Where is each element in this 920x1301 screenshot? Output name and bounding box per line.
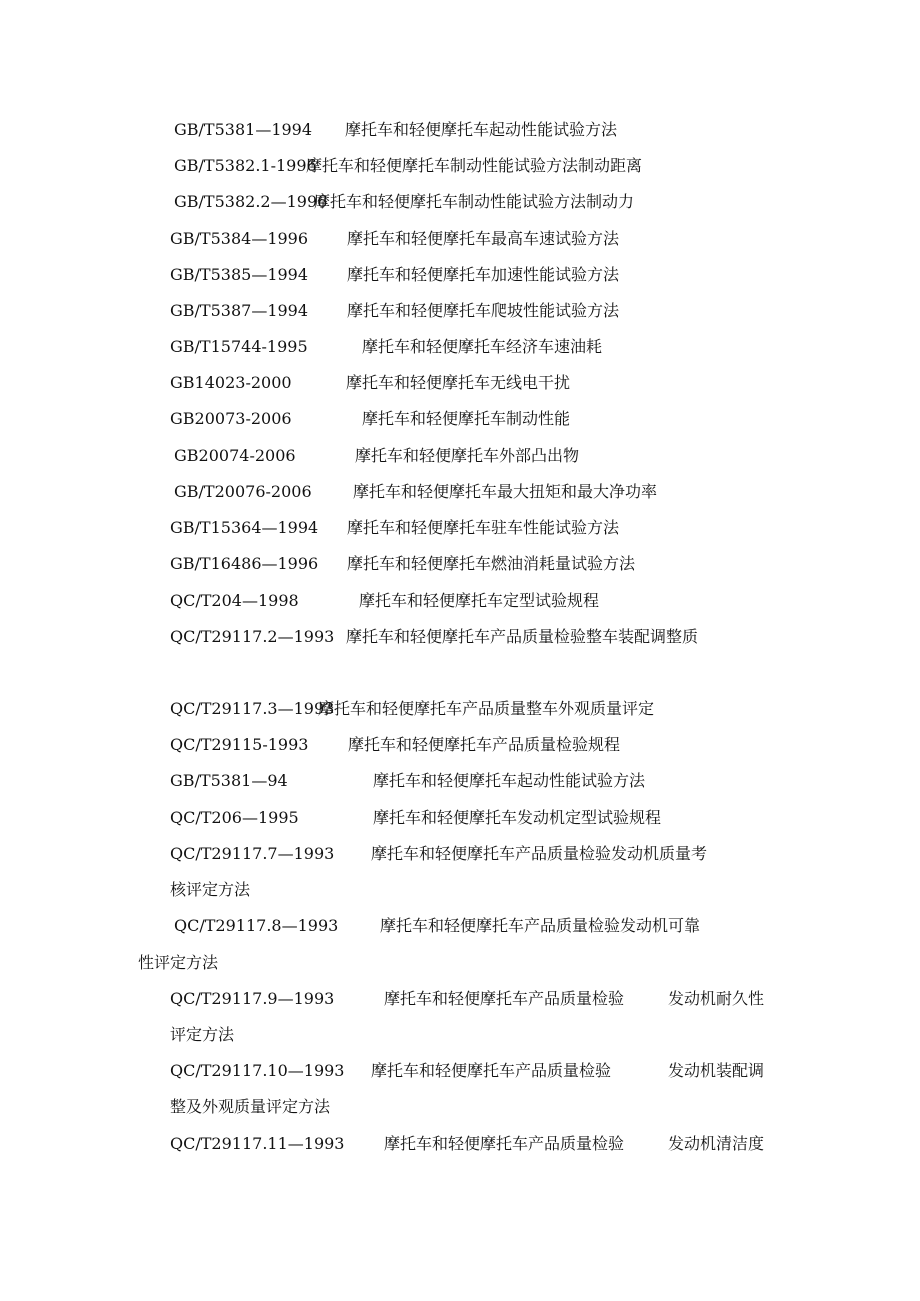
standard-title: 摩托车和轻便摩托车燃油消耗量试验方法 xyxy=(347,554,636,573)
standard-title-continued: 核评定方法 xyxy=(170,880,251,899)
standard-code: QC/T29117.10—1993 xyxy=(170,1061,345,1080)
standard-title: 摩托车和轻便摩托车制动性能试验方法制动距离 xyxy=(306,156,643,175)
standard-code: GB/T5381—94 xyxy=(170,771,288,790)
standard-code: QC/T29117.9—1993 xyxy=(170,989,335,1008)
standard-title-part2: 发动机装配调 xyxy=(668,1061,765,1080)
standard-code: GB/T16486—1996 xyxy=(170,554,319,573)
standard-title: 摩托车和轻便摩托车产品质量检验规程 xyxy=(348,735,621,754)
standard-title: 摩托车和轻便摩托车产品质量检验发动机可靠 xyxy=(380,916,701,935)
standard-title-part2: 发动机清洁度 xyxy=(668,1134,765,1153)
standard-title: 摩托车和轻便摩托车产品质量检验整车装配调整质 xyxy=(346,627,699,646)
standard-code: GB/T5382.2—1996 xyxy=(174,192,328,211)
standard-code: QC/T29117.11—1993 xyxy=(170,1134,345,1153)
standard-code: QC/T29117.2—1993 xyxy=(170,627,335,646)
standard-code: QC/T206—1995 xyxy=(170,808,299,827)
standard-title: 摩托车和轻便摩托车制动性能 xyxy=(362,409,571,428)
standard-title: 摩托车和轻便摩托车最大扭矩和最大净功率 xyxy=(353,482,658,501)
standard-title: 摩托车和轻便摩托车定型试验规程 xyxy=(359,591,600,610)
standard-title: 摩托车和轻便摩托车无线电干扰 xyxy=(346,373,571,392)
standard-code: QC/T29115-1993 xyxy=(170,735,309,754)
standard-title: 摩托车和轻便摩托车产品质量检验 xyxy=(384,989,625,1008)
standard-code: GB14023-2000 xyxy=(170,373,292,392)
standard-title: 摩托车和轻便摩托车最高车速试验方法 xyxy=(347,229,620,248)
standard-title: 摩托车和轻便摩托车制动性能试验方法制动力 xyxy=(314,192,635,211)
standard-code: QC/T29117.8—1993 xyxy=(174,916,339,935)
standard-code: GB/T5381—1994 xyxy=(174,120,313,139)
standard-title: 摩托车和轻便摩托车外部凸出物 xyxy=(355,446,580,465)
standard-title-continued: 性评定方法 xyxy=(138,953,219,972)
standard-title: 摩托车和轻便摩托车产品质量检验发动机质量考 xyxy=(371,844,708,863)
standard-title: 摩托车和轻便摩托车产品质量检验 xyxy=(371,1061,612,1080)
standard-code: GB/T15364—1994 xyxy=(170,518,319,537)
standard-title: 摩托车和轻便摩托车加速性能试验方法 xyxy=(347,265,620,284)
standard-title-continued: 评定方法 xyxy=(170,1025,235,1044)
standard-title: 摩托车和轻便摩托车爬坡性能试验方法 xyxy=(347,301,620,320)
standard-code: GB/T5385—1994 xyxy=(170,265,309,284)
standard-code: QC/T204—1998 xyxy=(170,591,299,610)
standard-code: QC/T29117.3—1993 xyxy=(170,699,335,718)
standard-code: GB/T15744-1995 xyxy=(170,337,308,356)
standard-code: GB20074-2006 xyxy=(174,446,296,465)
standard-title: 摩托车和轻便摩托车发动机定型试验规程 xyxy=(373,808,662,827)
standard-code: GB20073-2006 xyxy=(170,409,292,428)
standard-title-part2: 发动机耐久性 xyxy=(668,989,765,1008)
standard-title: 摩托车和轻便摩托车起动性能试验方法 xyxy=(345,120,618,139)
standard-title: 摩托车和轻便摩托车产品质量整车外观质量评定 xyxy=(318,699,655,718)
standard-title: 摩托车和轻便摩托车经济车速油耗 xyxy=(362,337,603,356)
standard-code: GB/T5387—1994 xyxy=(170,301,309,320)
standard-code: QC/T29117.7—1993 xyxy=(170,844,335,863)
standard-title: 摩托车和轻便摩托车驻车性能试验方法 xyxy=(347,518,620,537)
standard-title-continued: 整及外观质量评定方法 xyxy=(170,1097,331,1116)
standard-title: 摩托车和轻便摩托车产品质量检验 xyxy=(384,1134,625,1153)
standard-title: 摩托车和轻便摩托车起动性能试验方法 xyxy=(373,771,646,790)
standard-code: GB/T5384—1996 xyxy=(170,229,309,248)
standard-code: GB/T5382.1-1996 xyxy=(174,156,317,175)
standard-code: GB/T20076-2006 xyxy=(174,482,312,501)
